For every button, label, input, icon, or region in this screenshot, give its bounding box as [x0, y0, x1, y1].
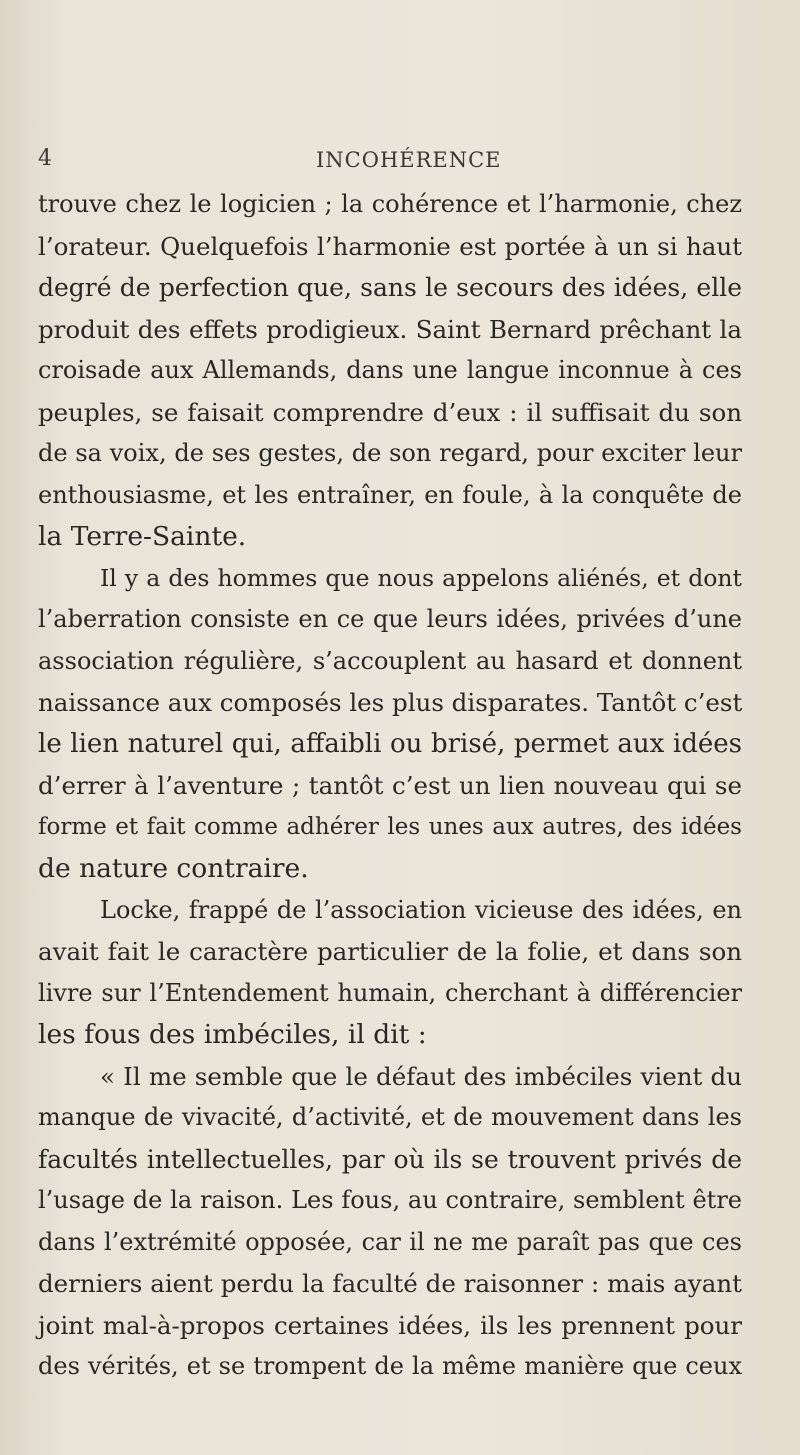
text-line: croisade aux Allemands, dans une langue inconnue à ces — [38, 356, 742, 384]
text-line: de sa voix, de ses gestes, de son regard, pour exciter leur — [38, 439, 742, 467]
page-header — [38, 146, 738, 176]
body-text — [38, 184, 742, 1388]
text-line: facultés intellectuelles, par où ils se trouvent privés de — [38, 1144, 742, 1174]
text-line: l’usage de la raison. Les fous, au contraire, semblent être — [38, 1186, 742, 1214]
text-line: enthousiasme, et les entraîner, en foule, à la conquête de — [38, 480, 742, 509]
text-line: derniers aient perdu la faculté de raisonner : mais ayant — [38, 1269, 742, 1298]
text-line: des vérités, et se trompent de la même manière que ceux — [38, 1352, 742, 1380]
text-line: association régulière, s’accouplent au hasard et donnent — [38, 646, 742, 675]
text-line: forme et fait comme adhérer les unes aux autres, des idées — [38, 813, 742, 840]
text-line: Il y a des hommes que nous appelons aliénés, et dont — [100, 563, 742, 592]
text-line: degré de perfection que, sans le secours des idées, elle — [38, 273, 742, 302]
text-line: naissance aux composés les plus disparates. Tantôt c’est — [38, 688, 743, 717]
text-line: le lien naturel qui, affaibli ou brisé, permet aux idées — [38, 728, 742, 759]
page-number: 4 — [38, 146, 52, 171]
text-line: l’aberration consiste en ce que leurs idées, privées d’une — [38, 605, 742, 633]
text-line: Locke, frappé de l’association vicieuse des idées, en — [100, 895, 742, 924]
text-line: livre sur l’Entendement humain, cherchant à différencier — [38, 978, 742, 1007]
text-line: dans l’extrémité opposée, car il ne me paraît pas que ces — [38, 1227, 742, 1256]
running-head: INCOHÉRENCE — [316, 148, 502, 172]
text-line: l’orateur. Quelquefois l’harmonie est portée à un si haut — [38, 231, 742, 261]
text-line: la Terre-Sainte. — [38, 521, 247, 552]
text-line: joint mal-à-propos certaines idées, ils les prennent pour — [38, 1310, 742, 1340]
text-line: avait fait le caractère particulier de la folie, et dans son — [38, 937, 742, 966]
text-line: « Il me semble que le défaut des imbéciles vient du — [100, 1061, 742, 1091]
text-line: de nature contraire. — [38, 853, 309, 884]
text-line: manque de vivacité, d’activité, et de mouvement dans les — [38, 1103, 742, 1131]
text-line: produit des effets prodigieux. Saint Bernard prêchant la — [38, 314, 742, 344]
text-line: les fous des imbéciles, il dit : — [38, 1019, 427, 1050]
text-line: peuples, se faisait comprendre d’eux : il suffisait du son — [38, 397, 742, 427]
text-line: trouve chez le logicien ; la cohérence et l’harmonie, chez — [38, 190, 742, 218]
text-line: d’errer à l’aventure ; tantôt c’est un lien nouveau qui se — [38, 771, 742, 800]
